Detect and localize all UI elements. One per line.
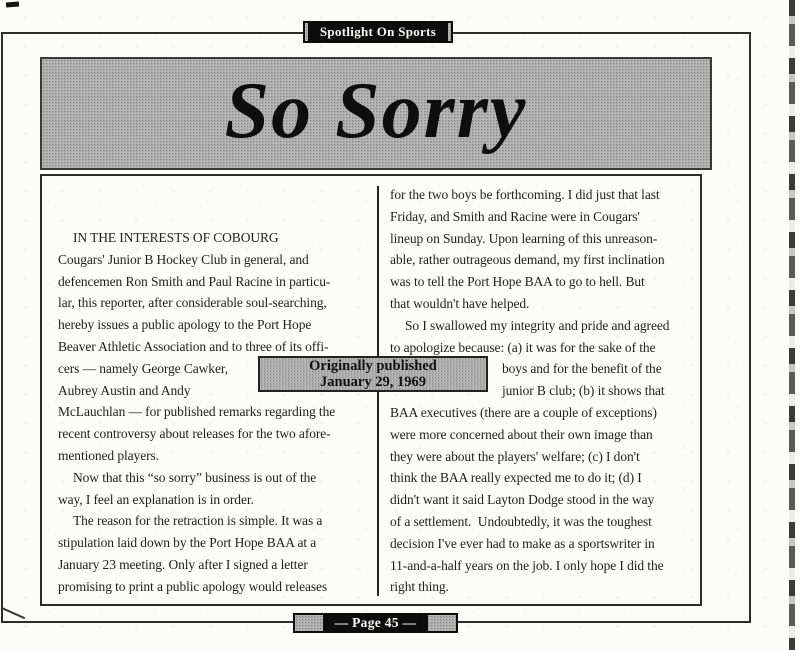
text-line: BAA executives (there are a couple of exceptions): [390, 404, 657, 420]
section-header-label: Spotlight On Sports: [308, 23, 448, 41]
text-line: way, I feel an explanation is in order.: [58, 491, 254, 507]
text-line: for the two boys be forthcoming. I did just that last: [390, 187, 660, 202]
text-line: Aubrey Austin and Andy: [58, 382, 191, 398]
publication-date-inset: [258, 356, 488, 392]
text-line: didn't want it said Layton Dodge stood in the way: [390, 492, 655, 508]
inset-line-2: January 29, 1969: [320, 374, 426, 390]
page-number-label: — Page 45 —: [323, 615, 429, 631]
text-line: that wouldn't have helped.: [390, 295, 530, 311]
page-number-badge: [293, 613, 458, 633]
text-line: lar, this reporter, after considerable soul-searching,: [58, 295, 327, 311]
text-line: able, rather outrageous demand, my first inclination: [390, 252, 665, 268]
text-line: Friday, and Smith and Racine were in Cougars': [390, 208, 640, 224]
text-line: So I swallowed my integrity and pride and agreed: [405, 317, 670, 333]
text-line: junior B club; (b) it shows that: [502, 383, 665, 399]
text-line: mentioned players.: [58, 447, 159, 463]
text-line: decision I've ever had to make as a sportswriter in: [390, 535, 655, 551]
text-line: right thing.: [390, 579, 449, 595]
text-line: promising to print a public apology would releases: [58, 578, 328, 594]
text-line: The reason for the retraction is simple. It was a: [73, 513, 323, 529]
title-banner: [40, 57, 712, 170]
text-line: to apologize because: (a) it was for the sake of the: [390, 339, 656, 355]
text-line: McLauchlan — for published remarks regarding the: [58, 404, 336, 420]
inset-line-1: Originally published: [309, 358, 437, 374]
page-title: So Sorry: [224, 66, 528, 155]
text-line: were more concerned about their own image than: [390, 426, 653, 442]
text-line: lineup on Sunday. Upon learning of this unreason-: [390, 230, 658, 246]
scan-edge-artifact: [789, 0, 795, 650]
text-line: recent controversy about releases for the two afore-: [58, 426, 331, 442]
text-line: Beaver Athletic Association and to three of its offi-: [58, 338, 329, 354]
text-line: Cougars' Junior B Hockey Club in general, and: [58, 251, 309, 267]
text-line: they were about the players' welfare; (c) I don't: [390, 448, 640, 464]
text-line: Now that this “so sorry” business is out of the: [73, 469, 317, 485]
text-line: stipulation laid down by the Port Hope BAA at a: [58, 535, 317, 551]
text-line: think the BAA really expected me to do it; (d) I: [390, 470, 642, 486]
scan-corner-mark: [6, 2, 19, 8]
text-line: boys and for the benefit of the: [502, 361, 662, 377]
text-line: 11-and-a-half years on the job. I only hope I did the: [390, 557, 664, 573]
text-line: January 23 meeting. Only after I signed a letter: [58, 556, 308, 572]
text-line: defencemen Ron Smith and Paul Racine in particu-: [58, 273, 331, 289]
text-line: was to tell the Port Hope BAA to go to hell. But: [390, 274, 645, 290]
text-line: of a settlement. Undoubtedly, it was the toughest: [390, 513, 652, 529]
section-header-badge: [303, 21, 453, 43]
text-line: cers — namely George Cawker,: [58, 360, 228, 376]
text-line: hereby issues a public apology to the Port Hope: [58, 317, 312, 333]
text-line: IN THE INTERESTS OF COBOURG: [73, 230, 279, 245]
